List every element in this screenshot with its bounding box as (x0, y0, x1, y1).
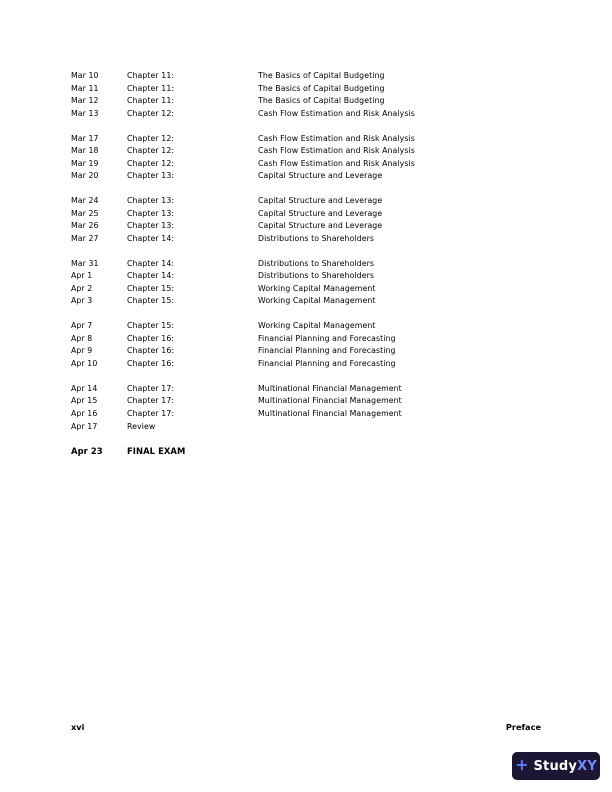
schedule-row (71, 170, 491, 183)
schedule-topic: The Basics of Capital Budgeting (258, 96, 385, 106)
schedule-chapter: Chapter 17: (127, 383, 175, 393)
schedule-date: Apr 1 (71, 271, 93, 281)
schedule-topic: Financial Planning and Forecasting (258, 359, 396, 369)
schedule-chapter: Chapter 12: (127, 133, 175, 143)
schedule-row (71, 158, 491, 171)
schedule-chapter: Chapter 14: (127, 258, 175, 268)
schedule-date: Apr 17 (71, 421, 98, 431)
schedule-topic: Distributions to Shareholders (258, 271, 374, 281)
schedule-date: Apr 3 (71, 296, 93, 306)
schedule-chapter: Chapter 11: (127, 96, 175, 106)
schedule-row (71, 358, 491, 371)
schedule-date: Mar 17 (71, 133, 99, 143)
schedule-chapter: Chapter 16: (127, 359, 175, 369)
schedule-topic: Capital Structure and Leverage (258, 196, 383, 206)
schedule-row (71, 383, 491, 396)
schedule-chapter: Chapter 13: (127, 221, 175, 231)
schedule-topic: Multinational Financial Management (258, 396, 402, 406)
schedule-date: Mar 19 (71, 158, 99, 168)
schedule-topic: Working Capital Management (258, 283, 376, 293)
schedule-topic: Capital Structure and Leverage (258, 208, 383, 218)
schedule-topic: Multinational Financial Management (258, 409, 402, 418)
schedule-row (71, 345, 491, 358)
footer-page-number: xvi (71, 722, 85, 732)
schedule-row (71, 108, 491, 121)
schedule-row (71, 83, 491, 96)
schedule-row (71, 195, 491, 208)
schedule-topic: Financial Planning and Forecasting (258, 333, 396, 343)
schedule-topic: Distributions to Shareholders (258, 258, 374, 268)
watermark-text-primary: Study (533, 758, 578, 774)
schedule-row (71, 145, 491, 158)
schedule-chapter: Chapter 12: (127, 146, 175, 156)
footer-section-label: Preface (505, 722, 541, 732)
schedule-row (71, 133, 491, 146)
schedule-topic: The Basics of Capital Budgeting (258, 71, 385, 80)
schedule-row (71, 408, 491, 421)
schedule-date: Apr 8 (71, 333, 93, 343)
plus-icon: + (515, 755, 529, 774)
schedule-row (71, 395, 491, 408)
schedule-chapter: Chapter 16: (127, 333, 175, 343)
final-exam-label: FINAL EXAM (127, 446, 186, 457)
schedule-topic: Distributions to Shareholders (258, 233, 374, 243)
watermark-text (533, 759, 596, 774)
schedule-row (71, 283, 491, 296)
schedule-chapter: Review (127, 421, 156, 431)
schedule-topic: Capital Structure and Leverage (258, 221, 383, 231)
schedule-date: Mar 12 (71, 96, 99, 106)
schedule-date: Mar 13 (71, 108, 99, 118)
schedule-row (71, 333, 491, 346)
studyxy-watermark (512, 752, 600, 780)
schedule-chapter: Chapter 11: (127, 71, 175, 80)
final-exam-date: Apr 23 (71, 446, 103, 457)
course-schedule-table (71, 70, 491, 458)
schedule-topic: Cash Flow Estimation and Risk Analysis (258, 158, 415, 168)
schedule-row (71, 270, 491, 283)
schedule-date: Mar 24 (71, 196, 99, 206)
schedule-row (71, 70, 491, 83)
schedule-chapter: Chapter 12: (127, 108, 175, 118)
schedule-date: Mar 25 (71, 208, 99, 218)
schedule-date: Mar 20 (71, 171, 99, 181)
schedule-row (71, 95, 491, 108)
schedule-date: Mar 26 (71, 221, 99, 231)
schedule-row (71, 320, 491, 333)
schedule-chapter: Chapter 15: (127, 283, 175, 293)
schedule-date: Mar 18 (71, 146, 99, 156)
schedule-date: Mar 10 (71, 71, 99, 80)
final-exam-row (71, 445, 491, 458)
schedule-topic: Working Capital Management (258, 321, 376, 331)
schedule-topic: Financial Planning and Forecasting (258, 346, 396, 356)
schedule-date: Mar 31 (71, 258, 99, 268)
schedule-row (71, 258, 491, 271)
schedule-date: Apr 7 (71, 321, 93, 331)
schedule-topic: Multinational Financial Management (258, 383, 402, 393)
schedule-date: Mar 27 (71, 233, 99, 243)
schedule-row (71, 208, 491, 221)
schedule-date: Apr 15 (71, 396, 98, 406)
schedule-row (71, 295, 491, 308)
schedule-date: Apr 2 (71, 283, 93, 293)
schedule-topic: Cash Flow Estimation and Risk Analysis (258, 146, 415, 156)
schedule-topic: The Basics of Capital Budgeting (258, 83, 385, 93)
schedule-topic: Cash Flow Estimation and Risk Analysis (258, 133, 415, 143)
schedule-chapter: Chapter 14: (127, 271, 175, 281)
schedule-row (71, 421, 491, 434)
schedule-chapter: Chapter 11: (127, 83, 175, 93)
schedule-chapter: Chapter 17: (127, 396, 175, 406)
schedule-chapter: Chapter 13: (127, 196, 175, 206)
schedule-chapter: Chapter 13: (127, 171, 175, 181)
schedule-date: Apr 10 (71, 359, 98, 369)
schedule-chapter: Chapter 17: (127, 409, 175, 418)
schedule-topic: Working Capital Management (258, 296, 376, 306)
schedule-chapter: Chapter 12: (127, 158, 175, 168)
schedule-row (71, 220, 491, 233)
schedule-row (71, 233, 491, 246)
schedule-date: Apr 16 (71, 409, 98, 418)
schedule-date: Apr 9 (71, 346, 93, 356)
schedule-chapter: Chapter 14: (127, 233, 175, 243)
schedule-topic: Capital Structure and Leverage (258, 171, 383, 181)
schedule-chapter: Chapter 15: (127, 296, 175, 306)
schedule-date: Apr 14 (71, 383, 98, 393)
schedule-topic: Cash Flow Estimation and Risk Analysis (258, 108, 415, 118)
schedule-chapter: Chapter 13: (127, 208, 175, 218)
schedule-chapter: Chapter 15: (127, 321, 175, 331)
schedule-chapter: Chapter 16: (127, 346, 175, 356)
schedule-date: Mar 11 (71, 83, 99, 93)
watermark-text-accent: XY (577, 758, 597, 774)
